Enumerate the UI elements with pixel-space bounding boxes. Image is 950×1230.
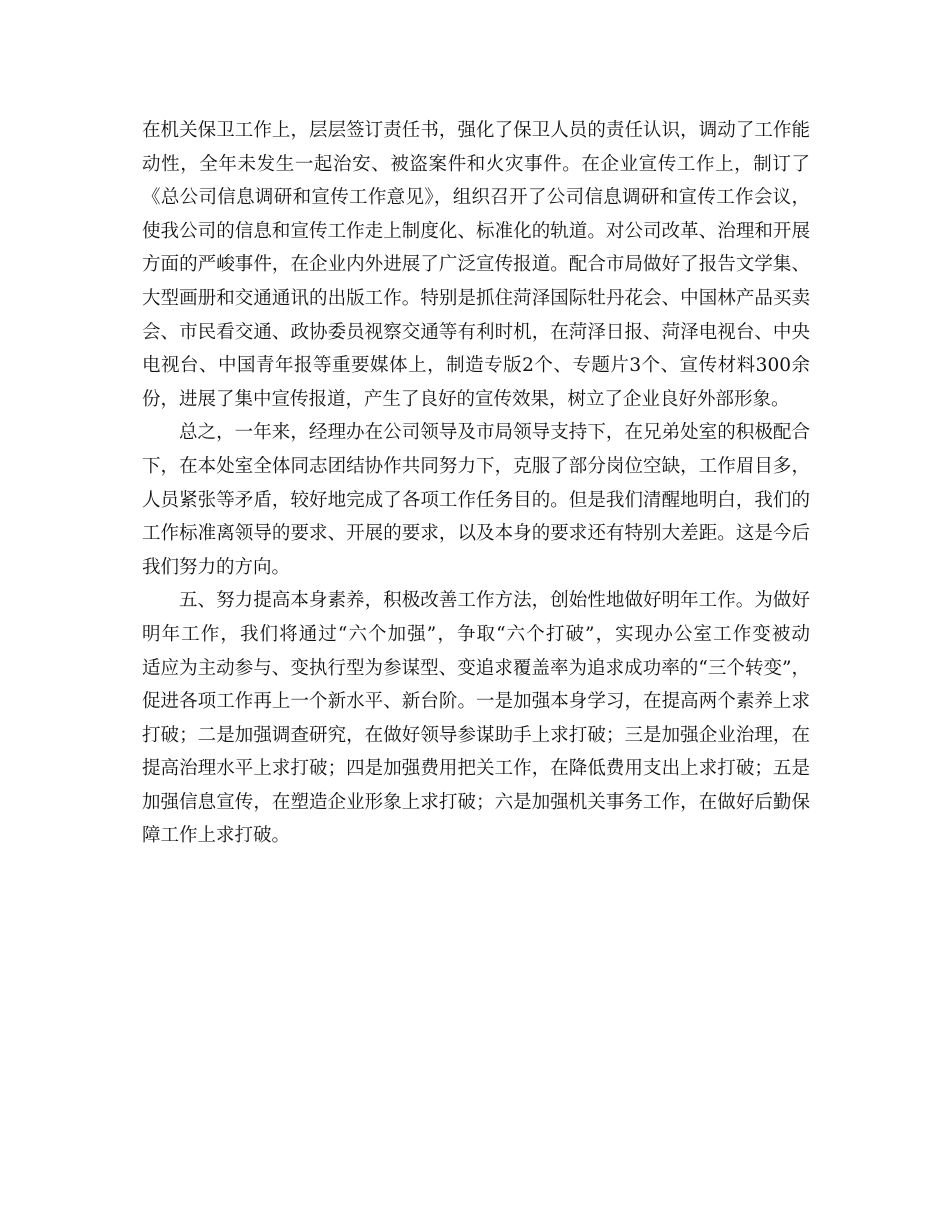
text-line: 适应为主动参与、变执行型为参谋型、变追求覆盖率为追求成功率的“三个转变”， xyxy=(142,657,810,679)
text-line: 五、努力提高本身素养，积极改善工作方法，创始性地做好明年工作。为做好 xyxy=(179,590,810,612)
text-line: 明年工作，我们将通过“六个加强”，争取“六个打破”，实现办公室工作变被动 xyxy=(142,623,810,645)
text-line: 打破；二是加强调查研究，在做好领导参谋助手上求打破；三是加强企业治理，在 xyxy=(142,724,810,746)
text-line: 工作标准离领导的要求、开展的要求，以及本身的要求还有特别大差距。这是今后 xyxy=(142,523,810,545)
text-line: 动性，全年未发生一起治安、被盗案件和火灾事件。在企业宣传工作上，制订了 xyxy=(142,153,810,175)
text-line: 促进各项工作再上一个新水平、新台阶。一是加强本身学习，在提高两个素养上求 xyxy=(142,691,810,713)
text-line: 会、市民看交通、政协委员视察交通等有利时机，在菏泽日报、菏泽电视台、中央 xyxy=(142,321,810,343)
text-line: 使我公司的信息和宣传工作走上制度化、标准化的轨道。对公司改革、治理和开展 xyxy=(142,220,810,242)
text-line: 份，进展了集中宣传报道，产生了良好的宣传效果，树立了企业良好外部形象。 xyxy=(142,388,790,410)
text-line: 我们努力的方向。 xyxy=(142,556,291,578)
paragraph-1 xyxy=(142,114,810,416)
text-line: 电视台、中国青年报等重要媒体上，制造专版2个、专题片3个、宣传材料300余 xyxy=(142,355,810,377)
text-line: 人员紧张等矛盾，较好地完成了各项工作任务目的。但是我们清醒地明白，我们的 xyxy=(142,489,810,511)
text-line: 下，在本处室全体同志团结协作共同努力下，克服了部分岗位空缺，工作眉目多， xyxy=(142,455,810,477)
text-line: 方面的严峻事件，在企业内外进展了广泛宣传报道。配合市局做好了报告文学集、 xyxy=(142,254,810,276)
text-line: 大型画册和交通通讯的出版工作。特别是抓住菏泽国际牡丹花会、中国林产品买卖 xyxy=(142,287,810,309)
paragraph-2 xyxy=(142,416,810,584)
text-line: 总之，一年来，经理办在公司领导及市局领导支持下，在兄弟处室的积极配合 xyxy=(179,422,810,444)
document-body xyxy=(142,114,810,853)
text-line: 提高治理水平上求打破；四是加强费用把关工作，在降低费用支出上求打破；五是 xyxy=(142,758,810,780)
text-line: 加强信息宣传，在塑造企业形象上求打破；六是加强机关事务工作，在做好后勤保 xyxy=(142,791,810,813)
paragraph-3 xyxy=(142,584,810,853)
text-line: 《总公司信息调研和宣传工作意见》，组织召开了公司信息调研和宣传工作会议， xyxy=(142,187,810,209)
text-line: 在机关保卫工作上，层层签订责任书，强化了保卫人员的责任认识，调动了工作能 xyxy=(142,120,810,141)
text-line: 障工作上求打破。 xyxy=(142,825,291,847)
